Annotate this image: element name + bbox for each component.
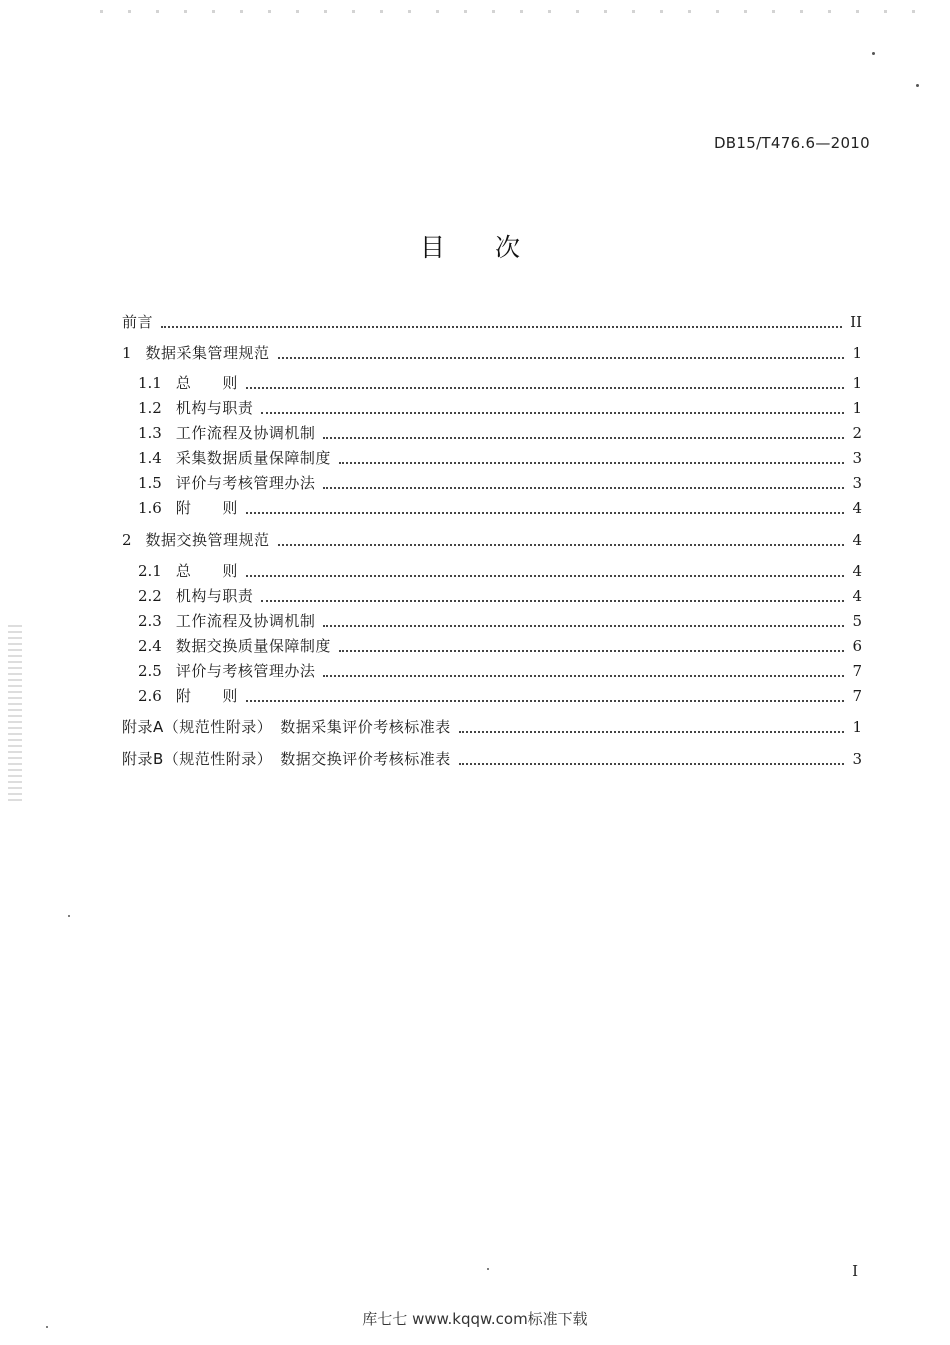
toc-entry[interactable] xyxy=(122,715,862,737)
toc-entry[interactable] xyxy=(138,659,862,681)
toc-leader-dots xyxy=(323,675,844,677)
scan-speck xyxy=(68,915,70,917)
toc-entry-label: 总 则 xyxy=(175,374,238,392)
toc-entry-number: 1.2 xyxy=(138,399,162,417)
toc-leader-dots xyxy=(246,575,845,577)
toc-entry-number: 2.1 xyxy=(138,562,162,580)
toc-entry-label: 数据交换质量保障制度 xyxy=(175,637,331,655)
toc-entry-page: 1 xyxy=(852,399,862,417)
toc-entry-label: 附录A（规范性附录） 数据采集评价考核标准表 xyxy=(122,718,451,736)
page-number: I xyxy=(852,1262,858,1280)
toc-entry-page: 1 xyxy=(852,344,862,362)
toc-entry-label: 附 则 xyxy=(175,687,238,705)
toc-entry-label: 评价与考核管理办法 xyxy=(175,662,316,680)
toc-leader-dots xyxy=(261,412,844,414)
toc-entry[interactable] xyxy=(138,684,862,706)
toc-leader-dots xyxy=(246,700,845,702)
toc-entry-label: 附录B（规范性附录） 数据交换评价考核标准表 xyxy=(122,750,451,768)
toc-leader-dots xyxy=(339,462,845,464)
toc-leader-dots xyxy=(339,650,845,652)
toc-entry-page: 2 xyxy=(852,424,862,442)
toc-entry-label: 工作流程及协调机制 xyxy=(175,424,316,442)
toc-entry-number: 1.4 xyxy=(138,449,162,467)
toc-leader-dots xyxy=(246,512,845,514)
toc-entry-label: 附 则 xyxy=(175,499,238,517)
toc-entry-page: 3 xyxy=(852,474,862,492)
toc-leader-dots xyxy=(323,437,844,439)
toc-entry-label: 总 则 xyxy=(175,562,238,580)
toc-entry[interactable] xyxy=(138,421,862,443)
toc-leader-dots xyxy=(261,600,844,602)
toc-entry-page: 4 xyxy=(852,531,862,549)
scan-speck xyxy=(487,1268,489,1270)
toc-entry-number: 2.6 xyxy=(138,687,162,705)
toc-entry[interactable] xyxy=(138,634,862,656)
toc-entry-page: 4 xyxy=(852,587,862,605)
page-title: 目次 xyxy=(419,233,570,262)
toc-entry-number: 1 xyxy=(122,344,132,362)
toc-entry[interactable] xyxy=(122,747,862,769)
toc-leader-dots xyxy=(323,487,844,489)
toc-entry-label: 评价与考核管理办法 xyxy=(175,474,316,492)
toc-entry-number: 2.4 xyxy=(138,637,162,655)
toc-entry[interactable] xyxy=(138,559,862,581)
toc-leader-dots xyxy=(459,731,845,733)
toc-entry-page: 3 xyxy=(852,750,862,768)
toc-entry-page: 7 xyxy=(852,662,862,680)
toc-entry-label: 数据交换管理规范 xyxy=(145,531,270,549)
toc-entry-number: 2.3 xyxy=(138,612,162,630)
toc-leader-dots xyxy=(278,544,845,546)
toc-entry-number: 1.3 xyxy=(138,424,162,442)
scan-speck xyxy=(872,52,875,55)
toc-entry-number: 1.6 xyxy=(138,499,162,517)
toc-entry[interactable] xyxy=(138,371,862,393)
toc-entry-page: 6 xyxy=(852,637,862,655)
toc-entry-number: 2.5 xyxy=(138,662,162,680)
toc-entry-label: 机构与职责 xyxy=(175,587,254,605)
footer-watermark: 库七七 www.kqqw.com标准下载 xyxy=(362,1310,588,1328)
toc-leader-dots xyxy=(246,387,845,389)
toc-entry-page: 7 xyxy=(852,687,862,705)
toc-entry[interactable] xyxy=(122,341,862,363)
scan-noise-left-edge xyxy=(8,625,22,805)
toc-leader-dots xyxy=(459,763,845,765)
toc-entry-page: 1 xyxy=(852,374,862,392)
toc-entry[interactable] xyxy=(138,396,862,418)
document-code: DB15/T476.6—2010 xyxy=(713,134,870,152)
toc-entry-label: 工作流程及协调机制 xyxy=(175,612,316,630)
toc-entry-number: 1.5 xyxy=(138,474,162,492)
toc-entry-number: 2 xyxy=(122,531,132,549)
toc-entry-page: II xyxy=(850,313,862,331)
toc-entry[interactable] xyxy=(138,609,862,631)
toc-entry[interactable] xyxy=(138,496,862,518)
toc-leader-dots xyxy=(161,326,842,328)
toc-entry[interactable] xyxy=(138,584,862,606)
toc-entry-label: 机构与职责 xyxy=(175,399,254,417)
toc-entry-page: 4 xyxy=(852,499,862,517)
toc-entry-page: 3 xyxy=(852,449,862,467)
toc-entry-number: 2.2 xyxy=(138,587,162,605)
scan-noise-top xyxy=(100,10,930,13)
toc-entry-page: 4 xyxy=(852,562,862,580)
toc-entry-label: 采集数据质量保障制度 xyxy=(175,449,331,467)
toc-entry[interactable] xyxy=(122,310,862,332)
toc-entry[interactable] xyxy=(138,471,862,493)
toc-entry-label: 数据采集管理规范 xyxy=(145,344,270,362)
toc-entry-page: 5 xyxy=(852,612,862,630)
toc-entry[interactable] xyxy=(138,446,862,468)
toc-leader-dots xyxy=(278,357,845,359)
toc-leader-dots xyxy=(323,625,844,627)
toc-entry-label: 前言 xyxy=(122,313,154,331)
toc-entry-page: 1 xyxy=(852,718,862,736)
toc-entry[interactable] xyxy=(122,528,862,550)
scan-speck xyxy=(916,84,919,87)
toc-entry-number: 1.1 xyxy=(138,374,162,392)
